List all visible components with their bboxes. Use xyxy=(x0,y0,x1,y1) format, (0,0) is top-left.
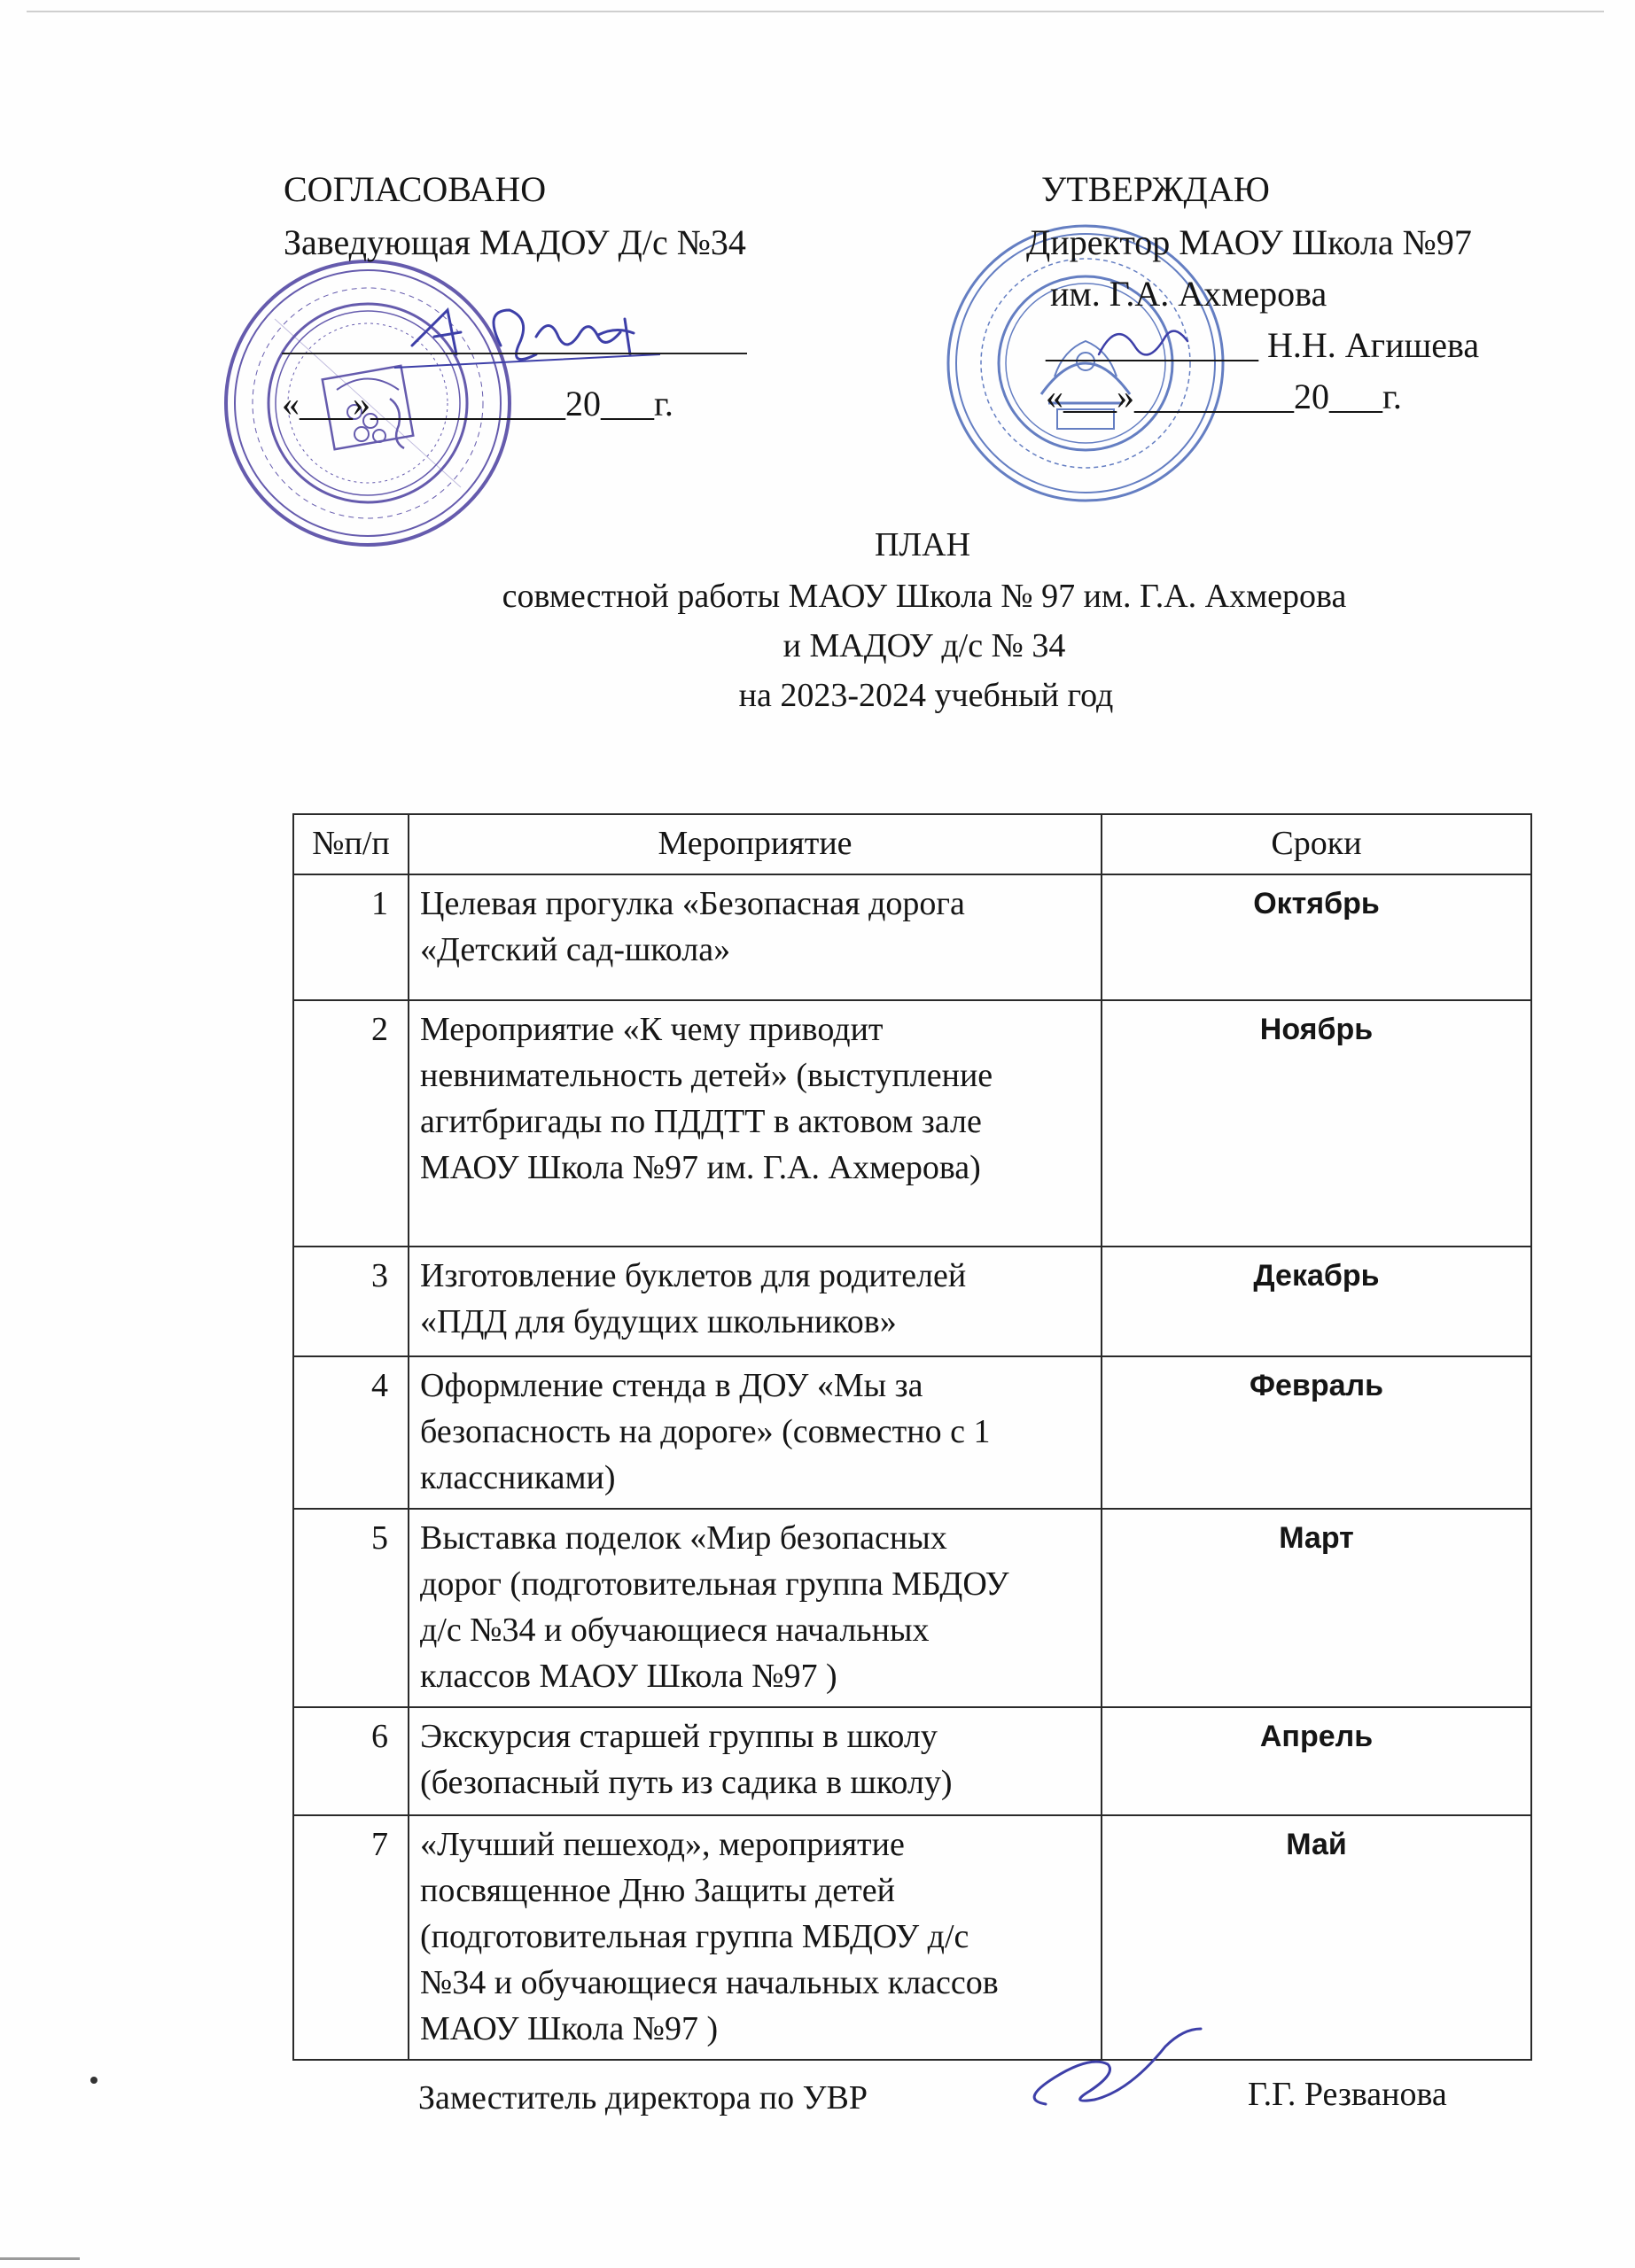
document-title: ПЛАН xyxy=(874,526,971,563)
row-number: 1 xyxy=(293,874,409,1000)
event-line: «Детский сад-школа» xyxy=(420,931,731,968)
row-event xyxy=(409,1815,1102,2060)
row-event xyxy=(409,1247,1102,1356)
footer-position: Заместитель директора по УВР xyxy=(418,2079,868,2117)
row-event xyxy=(409,874,1102,1000)
event-line: «Лучший пешеход», мероприятие xyxy=(420,1826,905,1863)
row-event xyxy=(409,1509,1102,1707)
document-subtitle-line-2: и МАДОУ д/с № 34 xyxy=(782,627,1066,664)
event-line: «ПДД для будущих школьников» xyxy=(420,1303,897,1340)
event-line: Выставка поделок «Мир безопасных xyxy=(420,1519,947,1557)
event-line: дорог (подготовительная группа МБДОУ xyxy=(420,1565,1009,1603)
column-header-number: №п/п xyxy=(293,814,409,874)
row-event xyxy=(409,1707,1102,1815)
event-line: Целевая прогулка «Безопасная дорога xyxy=(420,885,965,922)
left-signature xyxy=(394,284,660,381)
table-row xyxy=(293,1247,1531,1356)
approval-left-heading: СОГЛАСОВАНО xyxy=(284,169,547,209)
row-term: Декабрь xyxy=(1102,1247,1531,1356)
event-line: д/с №34 и обучающиеся начальных xyxy=(420,1612,930,1649)
event-line: Изготовление буклетов для родителей xyxy=(420,1257,967,1294)
table-row xyxy=(293,1356,1531,1509)
row-term: Март xyxy=(1102,1509,1531,1707)
plan-table xyxy=(292,813,1532,2061)
row-term: Май xyxy=(1102,1815,1531,2060)
row-number: 3 xyxy=(293,1247,409,1356)
event-line: (безопасный путь из садика в школу) xyxy=(420,1764,953,1801)
row-event xyxy=(409,1000,1102,1247)
row-term: Апрель xyxy=(1102,1707,1531,1815)
footer-bullet xyxy=(90,2077,97,2084)
event-line: Экскурсия старшей группы в школу xyxy=(420,1718,938,1755)
approval-right-date-line: «___»_________20___г. xyxy=(1046,377,1402,416)
footer-name: Г.Г. Резванова xyxy=(1248,2076,1447,2113)
document-subtitle-line-1: совместной работы МАОУ Школа № 97 им. Г.А. Ахмерова xyxy=(502,578,1347,615)
table-row xyxy=(293,874,1531,1000)
table-row xyxy=(293,1707,1531,1815)
approval-right-heading: УТВЕРЖДАЮ xyxy=(1041,169,1270,209)
event-line: агитбригады по ПДДТТ в актовом зале xyxy=(420,1103,982,1140)
event-line: №34 и обучающиеся начальных классов xyxy=(420,1964,999,2001)
footer-signature xyxy=(1019,2020,1214,2117)
row-number: 2 xyxy=(293,1000,409,1247)
event-line: посвященное Дню Защиты детей xyxy=(420,1872,895,1909)
approval-right-position: Директор МАОУ Школа №97 xyxy=(1026,222,1472,262)
event-line: невнимательность детей» (выступление xyxy=(420,1057,993,1094)
event-line: Мероприятие «К чему приводит xyxy=(420,1011,884,1048)
approval-right-position-2: им. Г.А. Ахмерова xyxy=(1050,274,1327,314)
event-line: безопасность на дороге» (совместно с 1 xyxy=(420,1413,991,1450)
row-term: Октябрь xyxy=(1102,874,1531,1000)
event-line: МАОУ Школа №97 ) xyxy=(420,2010,719,2047)
approval-right-signatory: ____________ Н.Н. Агишева xyxy=(1046,325,1480,365)
event-line: классов МАОУ Школа №97 ) xyxy=(420,1658,837,1695)
event-line: Оформление стенда в ДОУ «Мы за xyxy=(420,1367,923,1404)
table-row xyxy=(293,1815,1531,2060)
row-event xyxy=(409,1356,1102,1509)
row-number: 4 xyxy=(293,1356,409,1509)
column-header-event: Мероприятие xyxy=(409,814,1102,874)
approval-left-date-line: «___»___________20___г. xyxy=(282,384,673,423)
row-number: 7 xyxy=(293,1815,409,2060)
column-header-term: Сроки xyxy=(1102,814,1531,874)
approval-left-position: Заведующая МАДОУ Д/с №34 xyxy=(284,222,746,262)
row-term: Февраль xyxy=(1102,1356,1531,1509)
row-term: Ноябрь xyxy=(1102,1000,1531,1247)
event-line: (подготовительная группа МБДОУ д/с xyxy=(420,1918,969,1955)
event-line: МАОУ Школа №97 им. Г.А. Ахмерова) xyxy=(420,1149,981,1186)
scan-edge-top xyxy=(27,11,1604,12)
event-line: классниками) xyxy=(420,1459,616,1496)
scan-edge-bottom xyxy=(0,2257,80,2260)
row-number: 6 xyxy=(293,1707,409,1815)
table-row xyxy=(293,1000,1531,1247)
table-row xyxy=(293,1509,1531,1707)
approval-left-signature-line xyxy=(282,353,747,354)
table-header-row xyxy=(293,814,1531,874)
document-subtitle-line-3: на 2023-2024 учебный год xyxy=(738,677,1114,714)
row-number: 5 xyxy=(293,1509,409,1707)
